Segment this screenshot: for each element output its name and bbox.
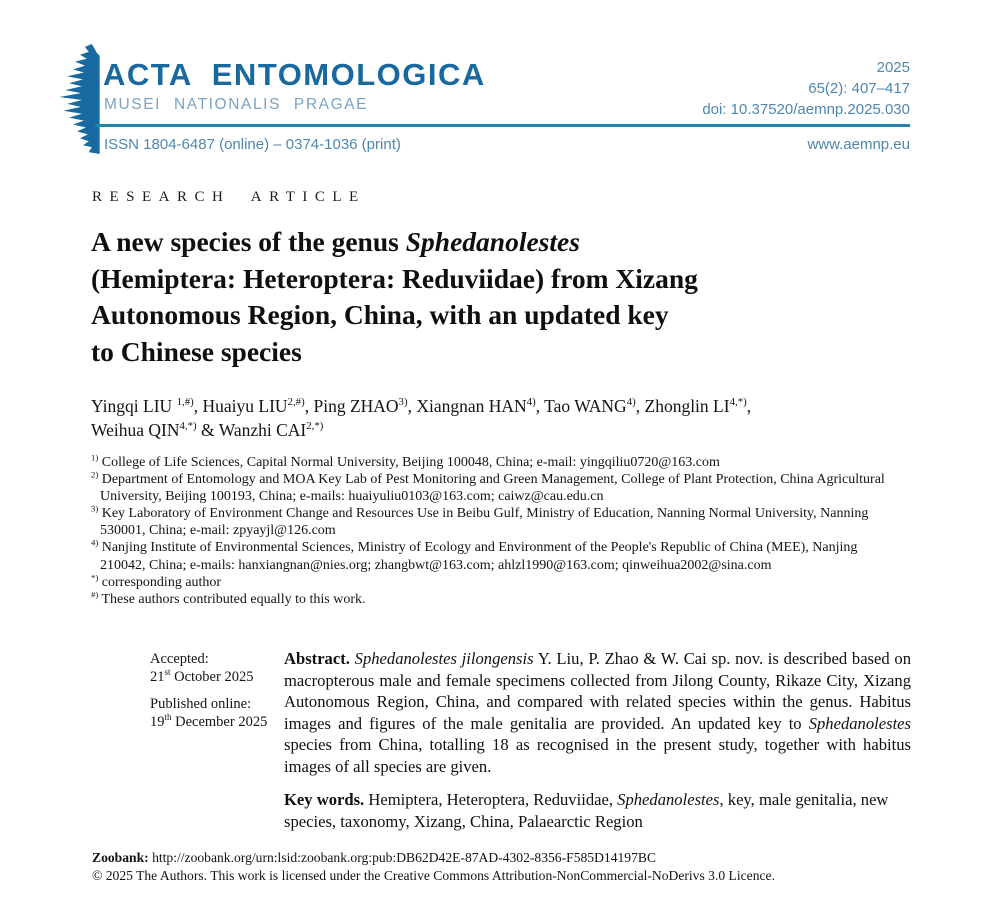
journal-website-link[interactable]: www.aemnp.eu <box>807 136 910 153</box>
keywords-paragraph: Key words. Hemiptera, Heteroptera, Reduviidae, Sphedanolestes, key, male genitalia, new species, taxonomy, Xizang, China, Palaearctic Region <box>284 790 889 831</box>
publication-year: 2025 <box>876 59 910 76</box>
article-type-label: RESEARCH ARTICLE <box>92 189 366 205</box>
affiliation-4: $^{4)}$ Nanjing Institute of Environmental Sciences, Ministry of Ecology and Environment of the People's Republic of China (MEE), Nanjing 210042, China; e-mails: hanxiangnan@nies.org; zhangbwt@163.com; ahlzl1990@163.com; qinweihua2002@sina.com <box>91 537 858 573</box>
published-online-label: Published online: <box>150 696 252 712</box>
volume-pages: 65(2): 407–417 <box>808 80 910 97</box>
author-list: Yingqi LIU $^{1,\#)}$, Huaiyu $LIU^{2,\#)}$, Ping ZHAO$^{3)}$, Xiangnan HAN$^{4)}$, Tao WANG$^{4)}$, Zhonglin $LI^{4,*)}$, Weihua $QIN^{4,*)}$ & Wanzhi $CAI^{2,*)}$ <box>91 396 752 440</box>
affiliation-3: $^{3)}$ Key Laboratory of Environment Change and Resources Use in Beibu Gulf, Ministry of Education, Nanning Normal University, Nanning 530001, China; e-mail: zpyayjl@126.com <box>91 503 869 539</box>
journal-logo-icon <box>56 42 102 156</box>
accepted-label: Accepted: <box>150 651 209 667</box>
doi-link[interactable]: doi: 10.37520/aemnp.2025.030 <box>702 101 910 118</box>
issn-row <box>104 136 910 153</box>
issue-info <box>702 57 910 120</box>
header-divider <box>95 124 910 127</box>
article-title: A new species of the genus Sphedanolestes (Hemiptera: Heteroptera: Reduviidae) from Xizang Autonomous Region, China, with an updated key to Chinese species <box>91 226 698 367</box>
zoobank-link[interactable]: Zoobank: http://zoobank.org/urn:lsid:zoobank.org:pub:DB62D42E-87AD-4302-8356-F585D14197BC <box>92 850 657 865</box>
dates-sidebar <box>150 651 285 731</box>
affiliation-2: $^{2)}$ Department of Entomology and MOA Key Lab of Pest Monitoring and Green Management, College of Plant Protection, China Agricultural University, Beijing 100193, China; e-mails: huaiyuliu0103@163.com; caiwz@cau.edu.cn <box>91 469 885 505</box>
affiliations-block <box>91 454 885 608</box>
affiliation-1: $^{1)}$ College of Life Sciences, Capital Normal University, Beijing 100048, China; e-mail: yingqiliu0720@163.com <box>91 452 720 470</box>
copyright-notice: © 2025 The Authors. This work is licensed under the Creative Commons Attribution-NonCommercial-NoDerivs 3.0 Licence. <box>92 867 775 883</box>
accepted-date: 21st October 2025 <box>150 666 254 685</box>
published-online-date: 19th December 2025 <box>150 711 268 730</box>
issn-text: ISSN 1804-6487 (online) – 0374-1036 (print) <box>104 136 401 153</box>
journal-subtitle: MUSEI NATIONALIS PRAGAE <box>104 96 369 113</box>
abstract-paragraph: Abstract. Sphedanolestes jilongensis Y. Liu, P. Zhao & W. Cai sp. nov. is described based on macropterous male and female specimens collected from Jilong County, Rikaze City, Xizang Autonomous Region, China, and compared with related species within the genus. Habitus images and figures of the male genitalia are provided. An updated key to Sphedanolestes species from China, totalling 18 as recognised in the present study, together with habitus images of all species are given. <box>284 649 911 776</box>
corresponding-author-note: *) corresponding author <box>91 572 222 590</box>
equal-contribution-note: #) These authors contributed equally to this work. <box>91 589 366 607</box>
journal-title: ACTA ENTOMOLOGICA <box>103 57 486 92</box>
page-footer <box>92 849 937 884</box>
